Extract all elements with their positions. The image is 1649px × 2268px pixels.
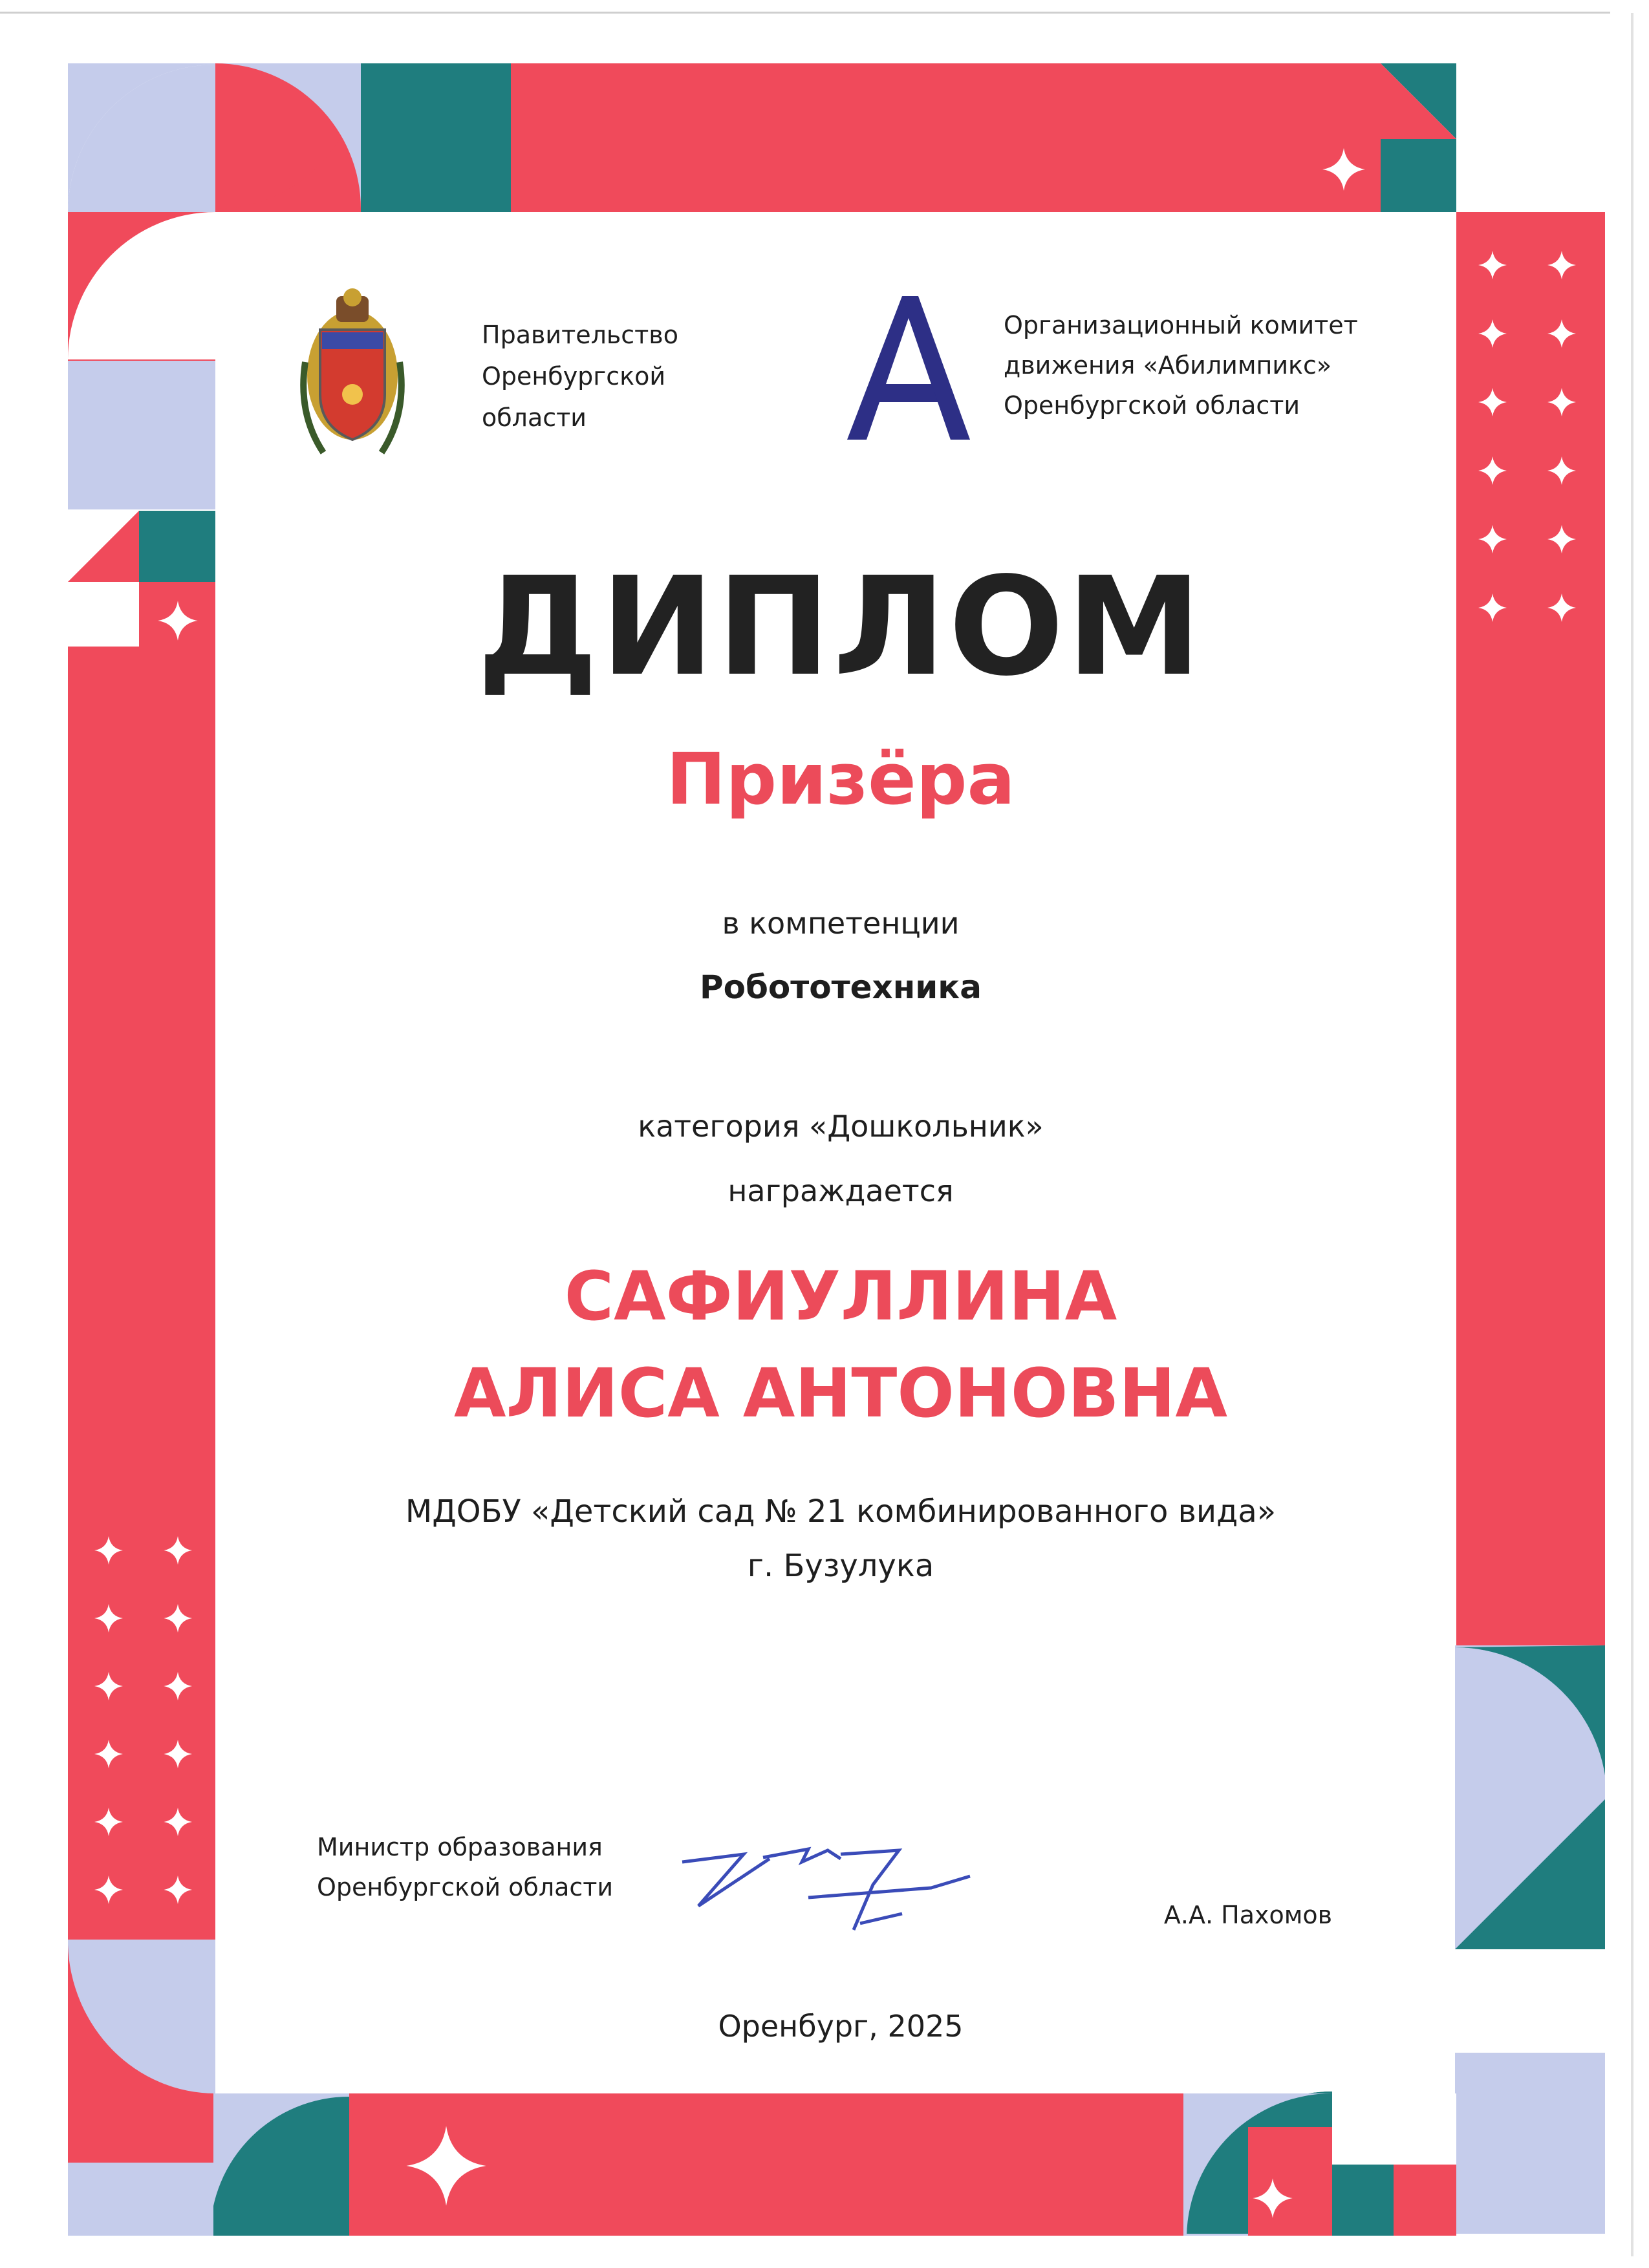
government-line-2: Оренбургской (482, 362, 666, 390)
committee-line-3: Оренбургской области (1004, 391, 1300, 420)
government-line-3: области (482, 403, 587, 432)
recipient-given-names: АЛИСА АНТОНОВНА (453, 1354, 1228, 1433)
abilympics-a-logo (847, 296, 970, 440)
competence-intro: в компетенции (722, 906, 960, 941)
committee-line-1: Организационный комитет (1004, 311, 1358, 339)
committee-line-2: движения «Абилимпикс» (1004, 351, 1332, 380)
right-band-decor (1303, 212, 1607, 2234)
diploma-subtitle: Призёра (666, 738, 1015, 820)
category-label: категория «Дошкольник» (638, 1109, 1044, 1144)
signer-name: А.А. Пахомов (1163, 1901, 1333, 1929)
recipient-city: г. Бузулука (747, 1548, 934, 1584)
left-band-decor (68, 212, 215, 2093)
competence-name: Робототехника (700, 968, 982, 1006)
recipient-surname: САФИУЛЛИНА (564, 1257, 1117, 1336)
bottom-band-decor (68, 2091, 1478, 2268)
government-label (482, 314, 715, 438)
government-line-1: Правительство (482, 321, 678, 349)
recipient-organization: МДОБУ «Детский сад № 21 комбинированного вида» (405, 1493, 1277, 1530)
diploma-title: ДИПЛОМ (477, 548, 1205, 706)
place-and-year: Оренбург, 2025 (718, 2009, 964, 2044)
signer-position-line-2: Оренбургской области (317, 1873, 614, 1901)
minister-signature (682, 1849, 970, 1930)
oblast-coat-of-arms-icon (303, 288, 402, 453)
signer-position-line-1: Министр образования (317, 1833, 603, 1861)
signer-position (317, 1827, 679, 1907)
organizing-committee-label (1004, 305, 1405, 425)
awarded-label: награждается (727, 1173, 954, 1208)
